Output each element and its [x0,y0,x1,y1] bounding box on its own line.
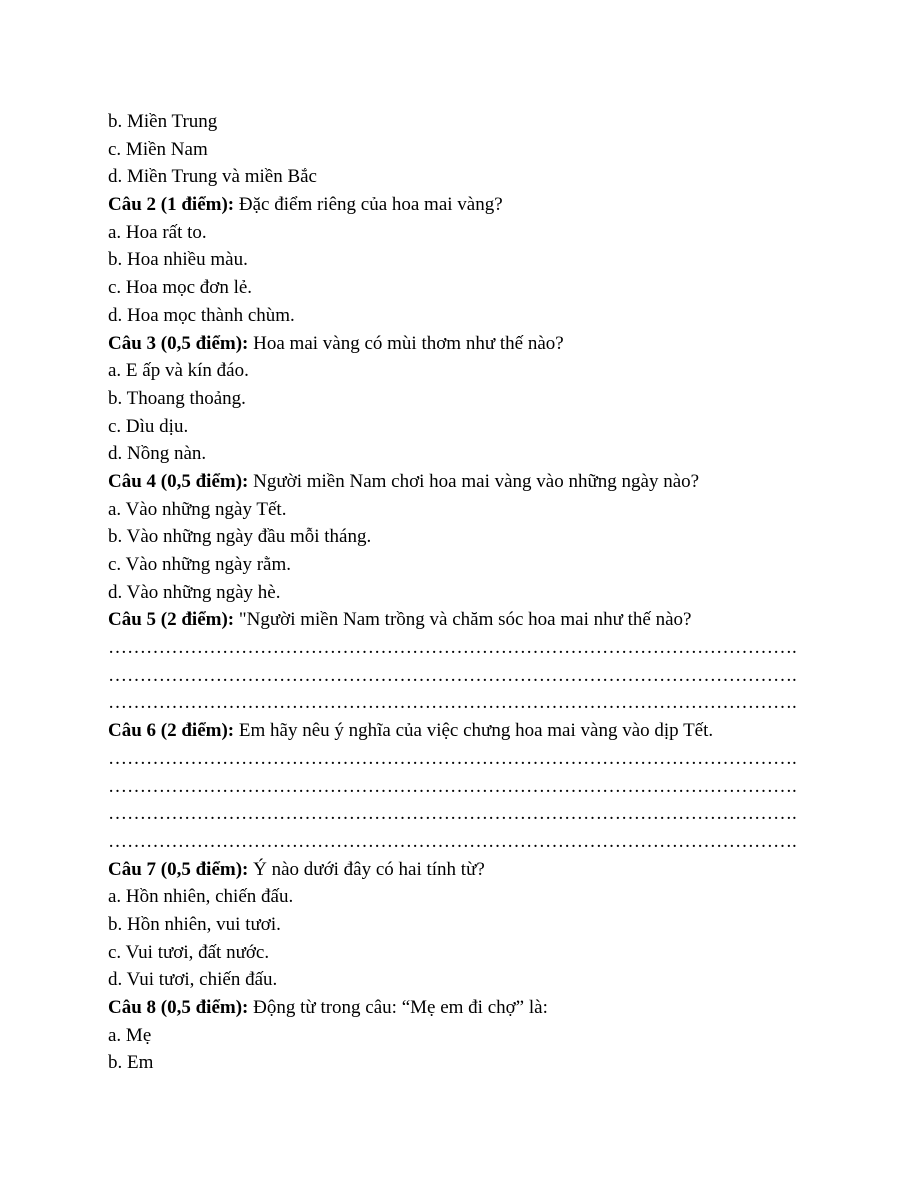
option-line: a. Hoa rất to. [108,221,207,243]
option-line: a. Mẹ [108,1024,152,1046]
option-line: c. Vào những ngày rằm. [108,554,292,575]
question-6 [108,717,810,745]
question-label: Câu 4 (0,5 điểm): [108,470,249,492]
question-label: Câu 5 (2 điểm): [108,609,235,631]
answer-dotted-line: ………………………………………………………………………………………………. [108,637,797,659]
question-8 [108,994,810,1022]
question-text: Ý nào dưới đây có hai tính từ? [248,858,485,880]
question-label: Câu 3 (0,5 điểm): [108,332,249,354]
answer-dotted-line: ………………………………………………………………………………………………. [108,747,797,769]
answer-dotted-line: ………………………………………………………………………………………………. [108,692,797,714]
question-label: Câu 2 (1 điểm): [108,194,235,216]
option-line: b. Em [108,1052,154,1074]
question-4 [108,468,810,496]
answer-dotted-line: ………………………………………………………………………………………………. [108,830,797,852]
option-line: d. Vào những ngày hè. [108,581,281,603]
question-label: Câu 6 (2 điểm): [108,720,235,742]
question-text: Đặc điểm riêng của hoa mai vàng? [234,194,503,216]
question-3 [108,330,810,358]
option-line: d. Miền Trung và miền Bắc [108,166,317,188]
option-line: d. Nồng nàn. [108,443,207,465]
answer-dotted-line: ………………………………………………………………………………………………. [108,775,797,797]
option-line: d. Hoa mọc thành chùm. [108,304,295,326]
option-line: d. Vui tươi, chiến đấu. [108,969,278,991]
question-text: Người miền Nam chơi hoa mai vàng vào những ngày nào? [248,470,700,492]
question-text: "Người miền Nam trồng và chăm sóc hoa mai như thế nào? [234,609,692,631]
answer-dotted-line: ………………………………………………………………………………………………. [108,803,797,825]
question-text: Động từ trong câu: “Mẹ em đi chợ” là: [248,997,548,1018]
option-line: c. Miền Nam [108,138,208,160]
option-line: a. Vào những ngày Tết. [108,498,287,520]
option-line: c. Vui tươi, đất nước. [108,941,270,963]
option-line: a. Hồn nhiên, chiến đấu. [108,886,294,908]
option-line: c. Dìu dịu. [108,415,189,437]
question-2 [108,191,810,219]
option-line: b. Hồn nhiên, vui tươi. [108,913,281,935]
question-label: Câu 7 (0,5 điểm): [108,858,249,880]
question-text: Hoa mai vàng có mùi thơm như thế nào? [248,332,564,354]
question-7 [108,856,810,884]
question-text: Em hãy nêu ý nghĩa của việc chưng hoa mai vàng vào dịp Tết. [234,720,714,742]
option-line: b. Miền Trung [108,111,218,132]
option-line: a. E ấp và kín đáo. [108,360,249,382]
option-line: c. Hoa mọc đơn lẻ. [108,277,253,299]
answer-dotted-line: ………………………………………………………………………………………………. [108,664,797,686]
question-label: Câu 8 (0,5 điểm): [108,997,249,1018]
option-line: b. Vào những ngày đầu mỗi tháng. [108,526,372,548]
document-page [108,108,810,1077]
option-line: b. Hoa nhiều màu. [108,249,248,271]
option-line: b. Thoang thoảng. [108,387,246,409]
question-5 [108,606,810,634]
